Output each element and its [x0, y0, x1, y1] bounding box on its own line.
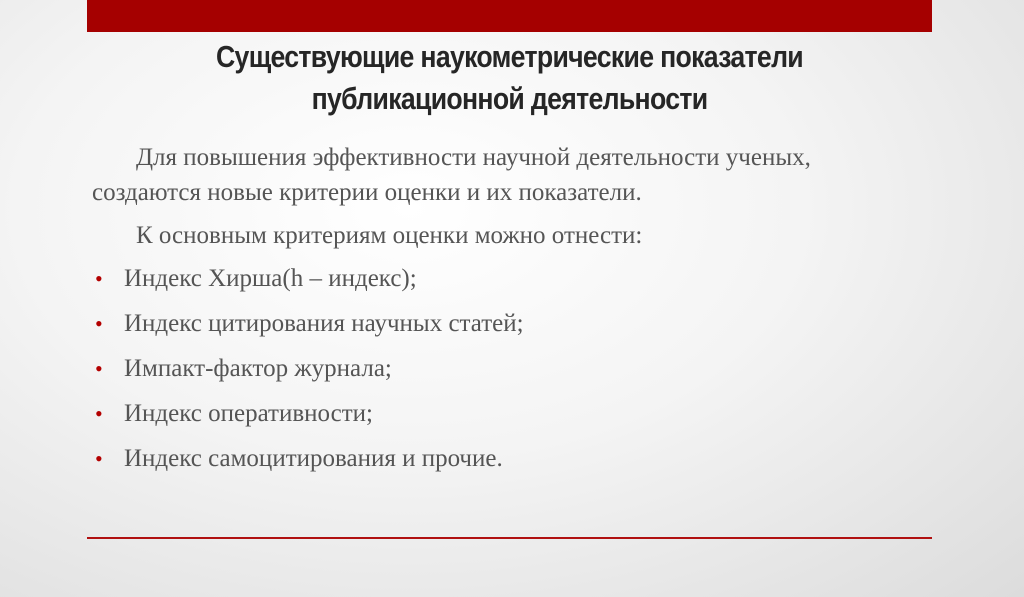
list-item — [92, 351, 922, 386]
bullet-icon: • — [95, 401, 103, 426]
intro-paragraph: Для повышения эффективности научной деятельности ученых, создаются новые критерии оценки и их показатели. — [92, 144, 811, 206]
slide-title-line-1: Существующие наукометрические показатели — [215, 39, 804, 74]
list-item — [92, 306, 922, 341]
top-accent-bar — [87, 0, 932, 32]
list-item — [92, 441, 922, 476]
list-item-text: Индекс оперативности; — [124, 400, 373, 427]
slide-body — [92, 140, 922, 486]
bullet-icon: • — [95, 446, 103, 471]
list-item-text: Индекс самоцитирования и прочие. — [124, 445, 503, 472]
list-item-text: Импакт-фактор журнала; — [124, 355, 392, 382]
list-item — [92, 261, 922, 296]
criteria-list — [92, 261, 922, 476]
list-item-text: Индекс Хирша(h – индекс); — [124, 265, 417, 292]
bullet-icon: • — [95, 266, 103, 291]
criteria-intro-paragraph: К основным критериям оценки можно отнести: — [136, 222, 643, 249]
bullet-icon: • — [95, 356, 103, 381]
list-item — [92, 396, 922, 431]
bullet-icon: • — [95, 311, 103, 336]
bottom-divider — [87, 537, 932, 539]
list-item-text: Индекс цитирования научных статей; — [124, 310, 524, 337]
slide-title — [146, 36, 873, 120]
slide-title-line-2: публикационной деятельности — [311, 81, 708, 116]
